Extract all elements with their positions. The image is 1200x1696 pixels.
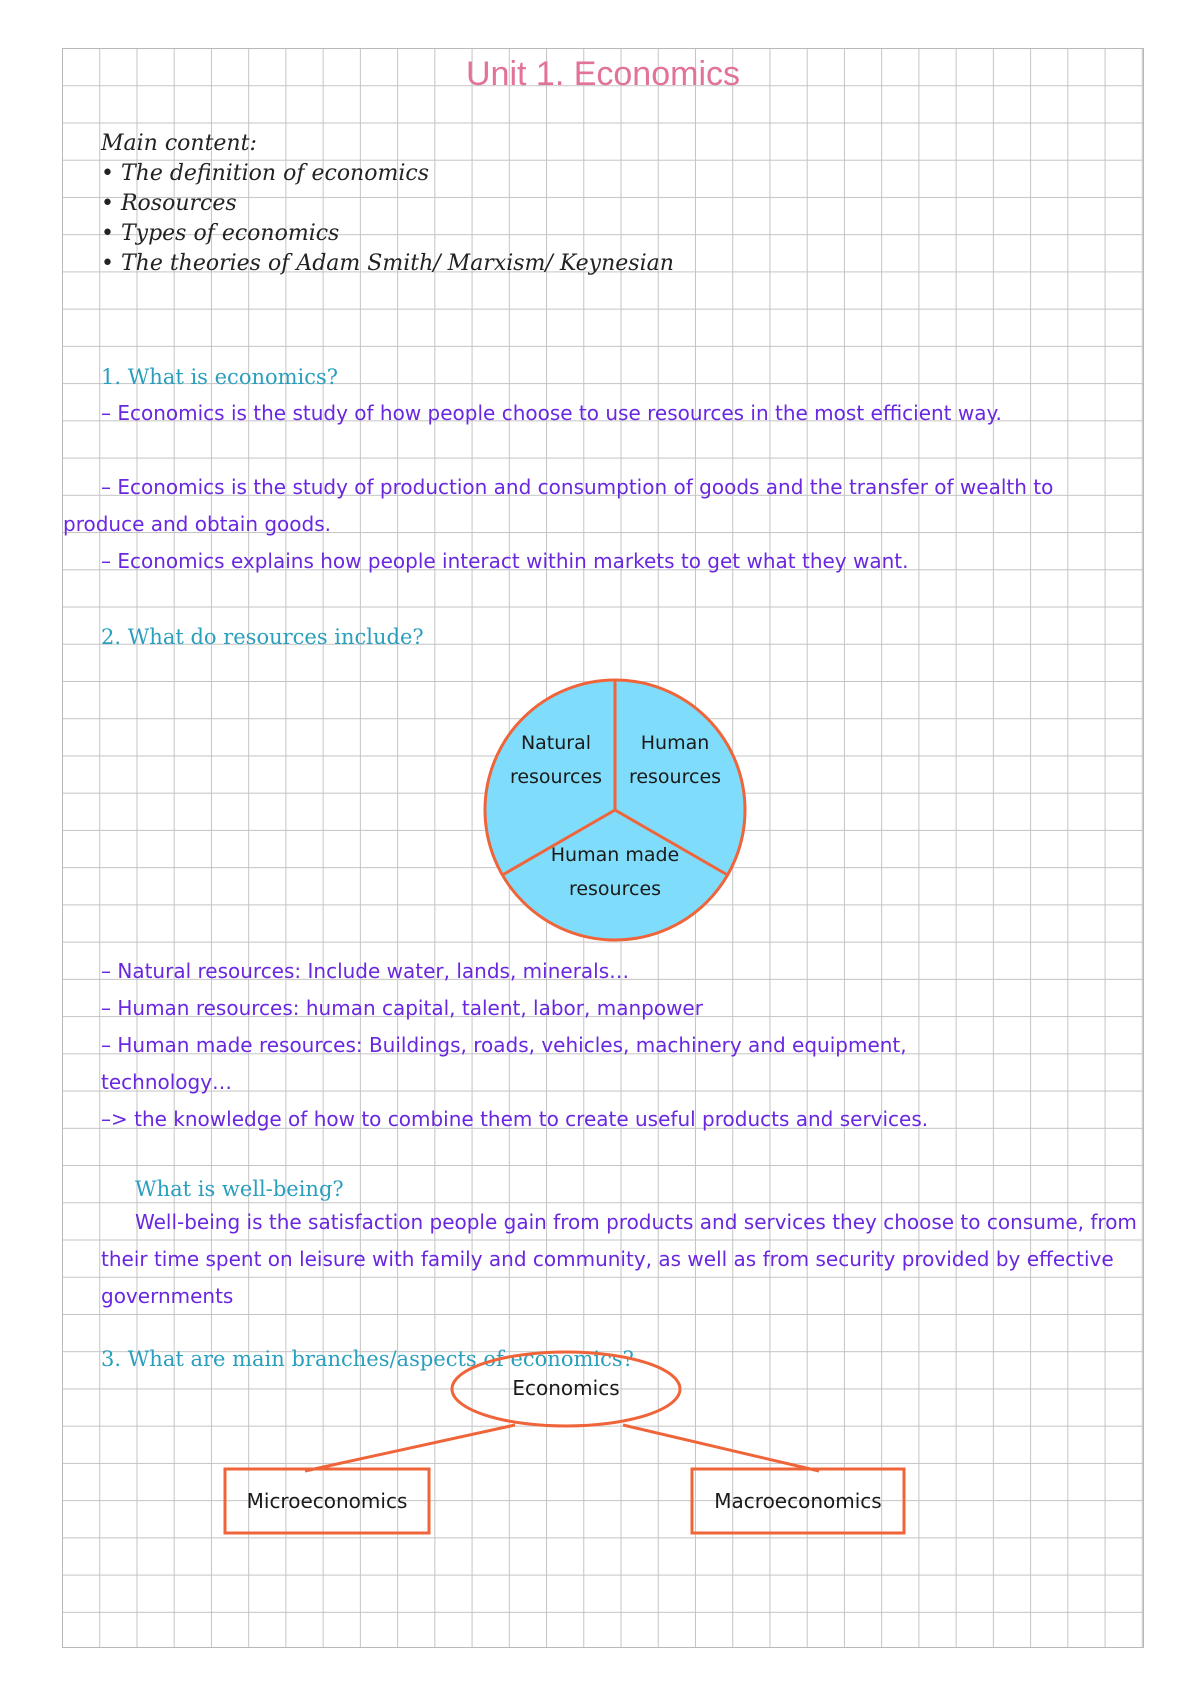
page-title: Unit 1. Economics <box>466 55 740 93</box>
tree-root-label: Economics <box>512 1376 620 1400</box>
section1-point: – Economics is the study of production and consumption of goods and the transfer of wealth to produce and obtain goods. <box>63 475 1054 537</box>
section1-point: – Economics is the study of how people choose to use resources in the most efficient way. <box>101 401 1002 425</box>
main-content-item: • The definition of economics <box>101 161 429 186</box>
pie-label-human-made <box>545 838 685 906</box>
main-content-item: • Types of economics <box>101 221 340 246</box>
main-content-heading: Main content: <box>101 131 257 156</box>
pie-label-line: resources <box>509 766 603 788</box>
pie-label-natural <box>501 726 611 794</box>
section1-question: 1. What is economics? <box>101 365 339 389</box>
pie-label-line: Natural <box>520 732 592 754</box>
pie-label-human <box>619 726 731 794</box>
section1-point: – Economics explains how people interact within markets to get what they want. <box>101 549 909 573</box>
resources-pie-diagram <box>481 676 749 944</box>
section2-point: – Natural resources: Include water, lands, minerals… <box>101 959 630 983</box>
section3-question: 3. What are main branches/aspects of economics? <box>101 1347 634 1371</box>
main-content-item: • The theories of Adam Smith/ Marxism/ Keynesian <box>101 251 674 276</box>
pie-label-line: Human <box>640 732 710 754</box>
section2-point: – Human made resources: Buildings, roads, vehicles, machinery and equipment, technology… <box>101 1033 907 1095</box>
main-content-item: • Rosources <box>101 191 237 216</box>
section2-question: 2. What do resources include? <box>101 625 424 649</box>
branch-line-left <box>305 1425 515 1471</box>
main-content-block <box>101 129 674 279</box>
pie-label-line: resources <box>628 766 722 788</box>
section2-point: – Human resources: human capital, talent, labor, manpower <box>101 996 703 1020</box>
pie-label-line: Human made <box>550 844 680 866</box>
pie-label-line: resources <box>568 878 662 900</box>
section2-point: –> the knowledge of how to combine them to create useful products and services. <box>101 1107 929 1131</box>
branch-line-right <box>623 1425 819 1471</box>
grid-paper-page <box>62 48 1144 1648</box>
tree-right-label: Macroeconomics <box>714 1489 882 1513</box>
wellbeing-text: Well-being is the satisfaction people gain from products and services they choose to consume, from their time spent on leisure with family and community, as well as from security provided by effective governments <box>101 1210 1137 1309</box>
wellbeing-question: What is well-being? <box>135 1177 344 1201</box>
tree-left-label: Microeconomics <box>246 1489 408 1513</box>
